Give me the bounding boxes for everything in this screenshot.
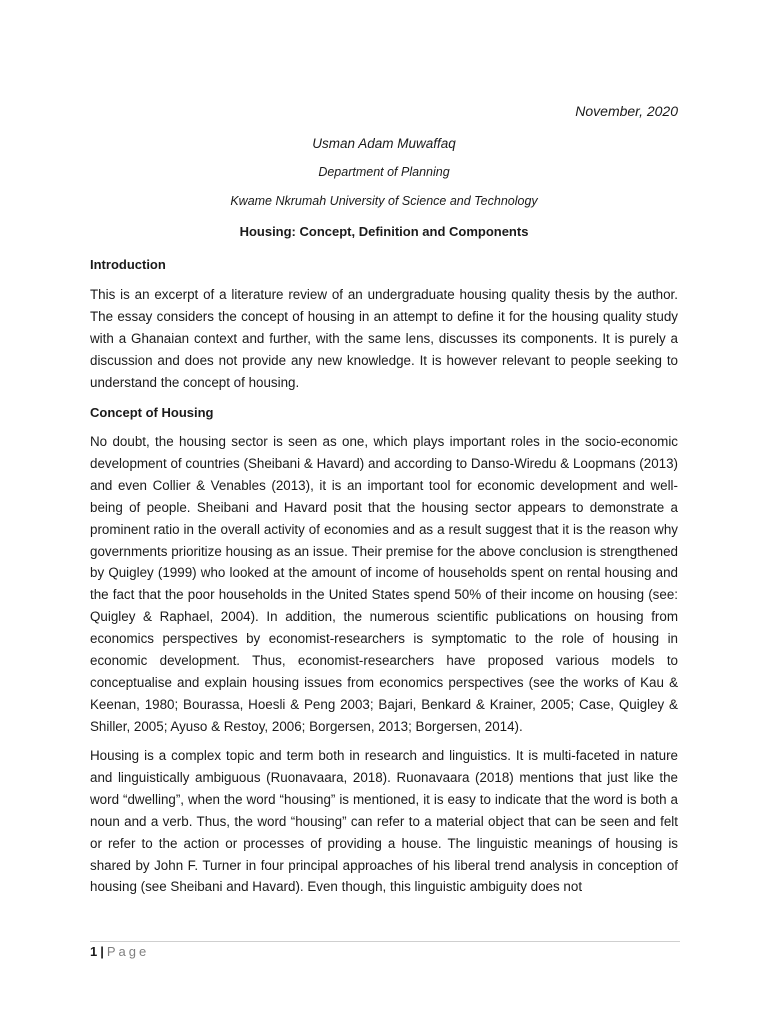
page-footer	[90, 944, 149, 959]
document-page	[90, 0, 678, 1024]
footer-separator: |	[100, 944, 104, 959]
document-title: Housing: Concept, Definition and Components	[239, 224, 529, 239]
department-name: Department of Planning	[318, 165, 450, 179]
document-date: November, 2020	[575, 103, 678, 119]
introduction-paragraph: This is an excerpt of a literature review of an undergraduate housing quality thesis by the author. The essay considers the concept of housing in an attempt to define it for the housing quality study with a Ghanaian context and further, with the same lens, discusses its components. It is purely a discussion and does not provide any new knowledge. It is however relevant to people seeking to understand the concept of housing.	[90, 287, 678, 390]
page-number: 1	[90, 944, 98, 959]
page-label: Page	[106, 944, 150, 959]
section-heading-introduction: Introduction	[90, 257, 166, 272]
concept-paragraph-1: No doubt, the housing sector is seen as one, which plays important roles in the socio-economic development of countries (Sheibani & Havard) and according to Danso-Wiredu & Loopmans (2013) and even Collier & Venables (2013), it is an important tool for economic development and well-being of people. Sheibani and Havard posit that the housing sector appears to demonstrate a prominent ratio in the overall activity of economies and as a result suggest that it is the reason why governments prioritize housing as an issue. Their premise for the above conclusion is strengthened by Quigley (1999) who looked at the amount of income of households spent on rental housing and the fact that the poor households in the United States spend 50% of their income on housing (see: Quigley & Raphael, 2004). In addition, the numerous scientific publications on housing from economics perspectives by economist-researchers is symptomatic to the role of housing in economic development. Thus, economist-researchers have proposed various models to conceptualise and explain housing issues from economics perspectives (see the works of Kau & Keenan, 1980; Bourassa, Hoesli & Peng 2003; Bajari, Benkard & Krainer, 2005; Case, Quigley & Shiller, 2005; Ayuso & Restoy, 2006; Borgersen, 2013; Borgersen, 2014).	[90, 434, 678, 734]
university-name: Kwame Nkrumah University of Science and Technology	[230, 194, 538, 208]
section-heading-concept-of-housing: Concept of Housing	[90, 405, 214, 420]
author-name: Usman Adam Muwaffaq	[312, 136, 456, 151]
concept-paragraph-2: Housing is a complex topic and term both in research and linguistics. It is multi-faceted in nature and linguistically ambiguous (Ruonavaara, 2018). Ruonavaara (2018) mentions that just like the word “dwelling”, when the word “housing” is mentioned, it is easy to indicate that the word is both a noun and a verb. Thus, the word “housing” can refer to a material object that can be seen and felt or refer to the action or processes of providing a house. The linguistic meanings of housing is shared by John F. Turner in four principal approaches of his liberal trend analysis in conception of housing (see Sheibani and Havard). Even though, this linguistic ambiguity does not	[90, 748, 678, 895]
footer-divider	[90, 941, 680, 942]
